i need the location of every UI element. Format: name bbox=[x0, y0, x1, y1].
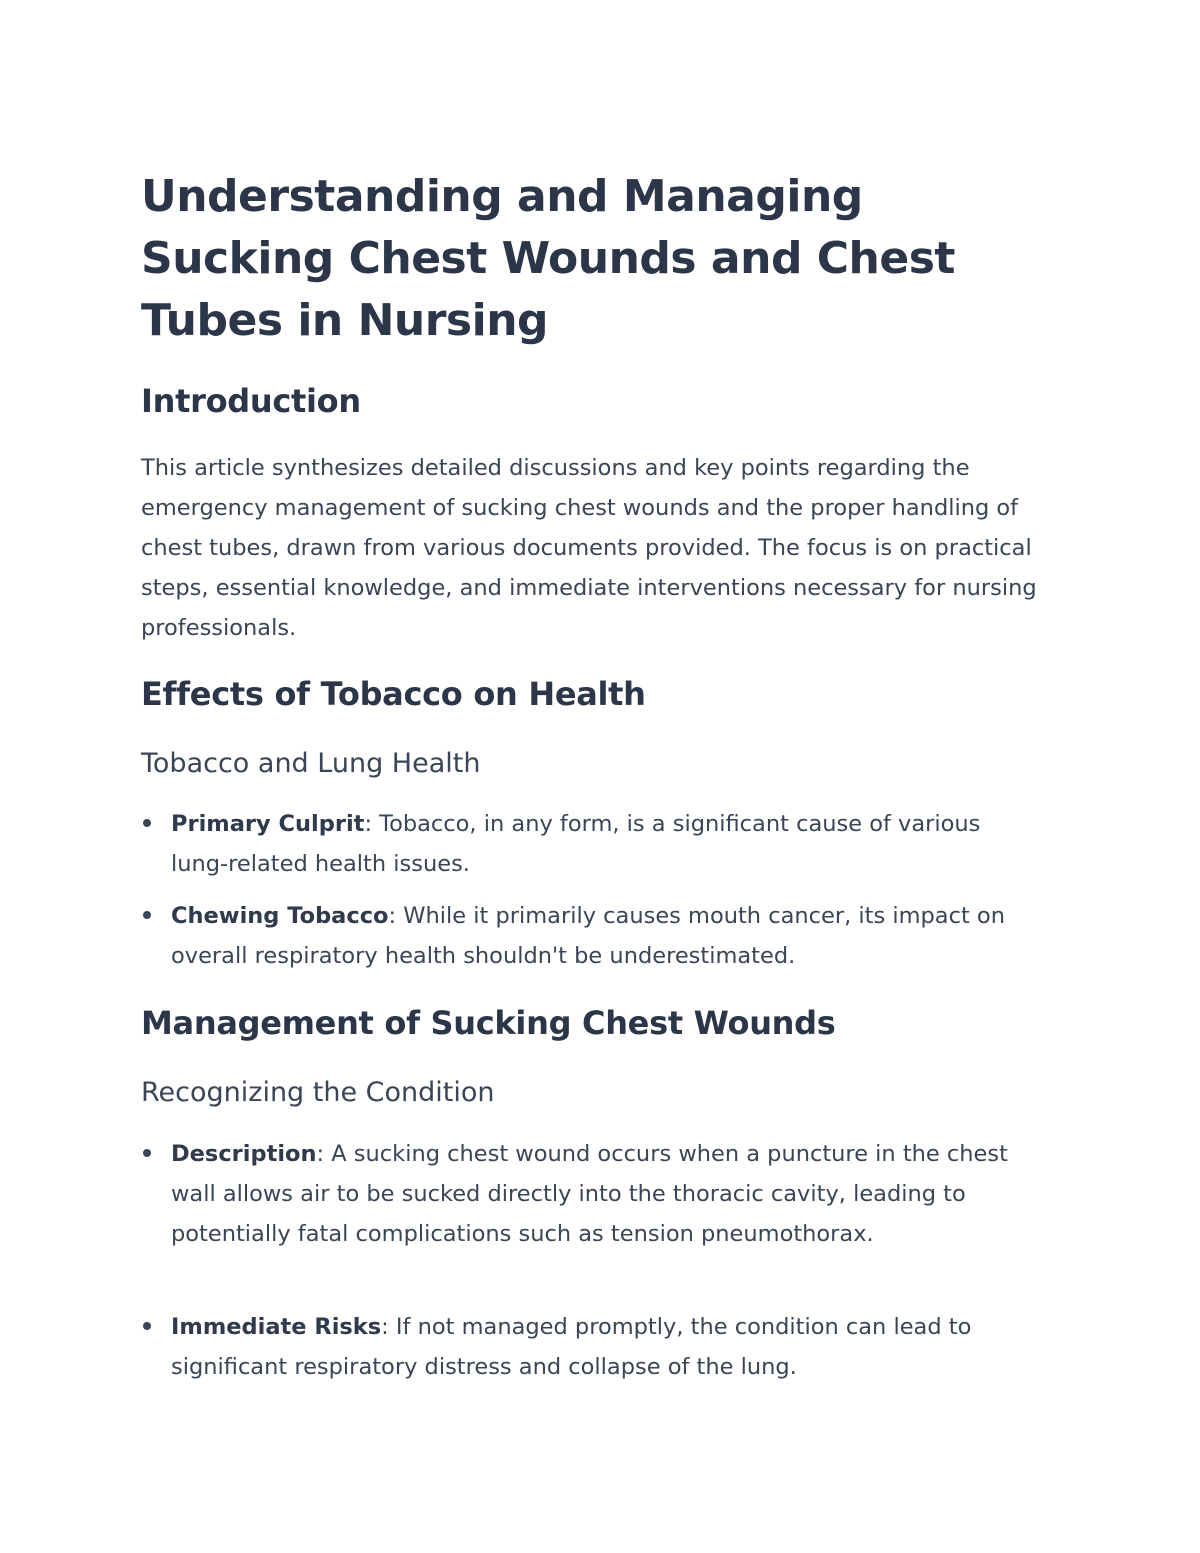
bullet-dot bbox=[143, 1322, 151, 1330]
management-subheading: Recognizing the Condition bbox=[141, 1077, 495, 1108]
list-item bbox=[141, 804, 1041, 884]
introduction-paragraph: This article synthesizes detailed discussions and key points regarding the emergency management of sucking chest wounds and the proper handling of chest tubes, drawn from various documents provided. The focus is on practical steps, essential knowledge, and immediate interventions necessary for nursing professionals. bbox=[141, 455, 1037, 641]
list-item-text bbox=[171, 1307, 1041, 1387]
list-item-body: : Tobacco, in any form, is a significant cause of various lung-related health issues. bbox=[171, 811, 981, 877]
list-item-body: : A sucking chest wound occurs when a puncture in the chest wall allows air to be sucked directly into the thoracic cavity, leading to potentially fatal complications such as tension pneumothorax. bbox=[171, 1141, 1008, 1247]
list-item-text bbox=[171, 804, 1041, 884]
list-item-body: : While it primarily causes mouth cancer, its impact on overall respiratory health shouldn't be underestimated. bbox=[171, 903, 1005, 969]
list-item bbox=[141, 1307, 1041, 1387]
bullet-dot bbox=[143, 1149, 151, 1157]
document-title: Understanding and Managing Sucking Chest Wounds and Chest Tubes in Nursing bbox=[141, 171, 955, 346]
list-item-text bbox=[171, 1134, 1041, 1254]
list-item-lead: Chewing Tobacco bbox=[171, 903, 389, 929]
bullet-dot bbox=[143, 819, 151, 827]
list-item-lead: Description bbox=[171, 1141, 317, 1167]
list-item-body: : If not managed promptly, the condition can lead to significant respiratory distress and collapse of the lung. bbox=[171, 1314, 972, 1380]
tobacco-subheading: Tobacco and Lung Health bbox=[141, 748, 481, 779]
tobacco-heading: Effects of Tobacco on Health bbox=[141, 675, 646, 713]
list-item-lead: Primary Culprit bbox=[171, 811, 365, 837]
introduction-heading: Introduction bbox=[141, 382, 361, 420]
list-item-lead: Immediate Risks bbox=[171, 1314, 382, 1340]
list-item bbox=[141, 1134, 1041, 1254]
management-heading: Management of Sucking Chest Wounds bbox=[141, 1004, 836, 1042]
list-item-text bbox=[171, 896, 1041, 976]
list-item bbox=[141, 896, 1041, 976]
bullet-dot bbox=[143, 911, 151, 919]
